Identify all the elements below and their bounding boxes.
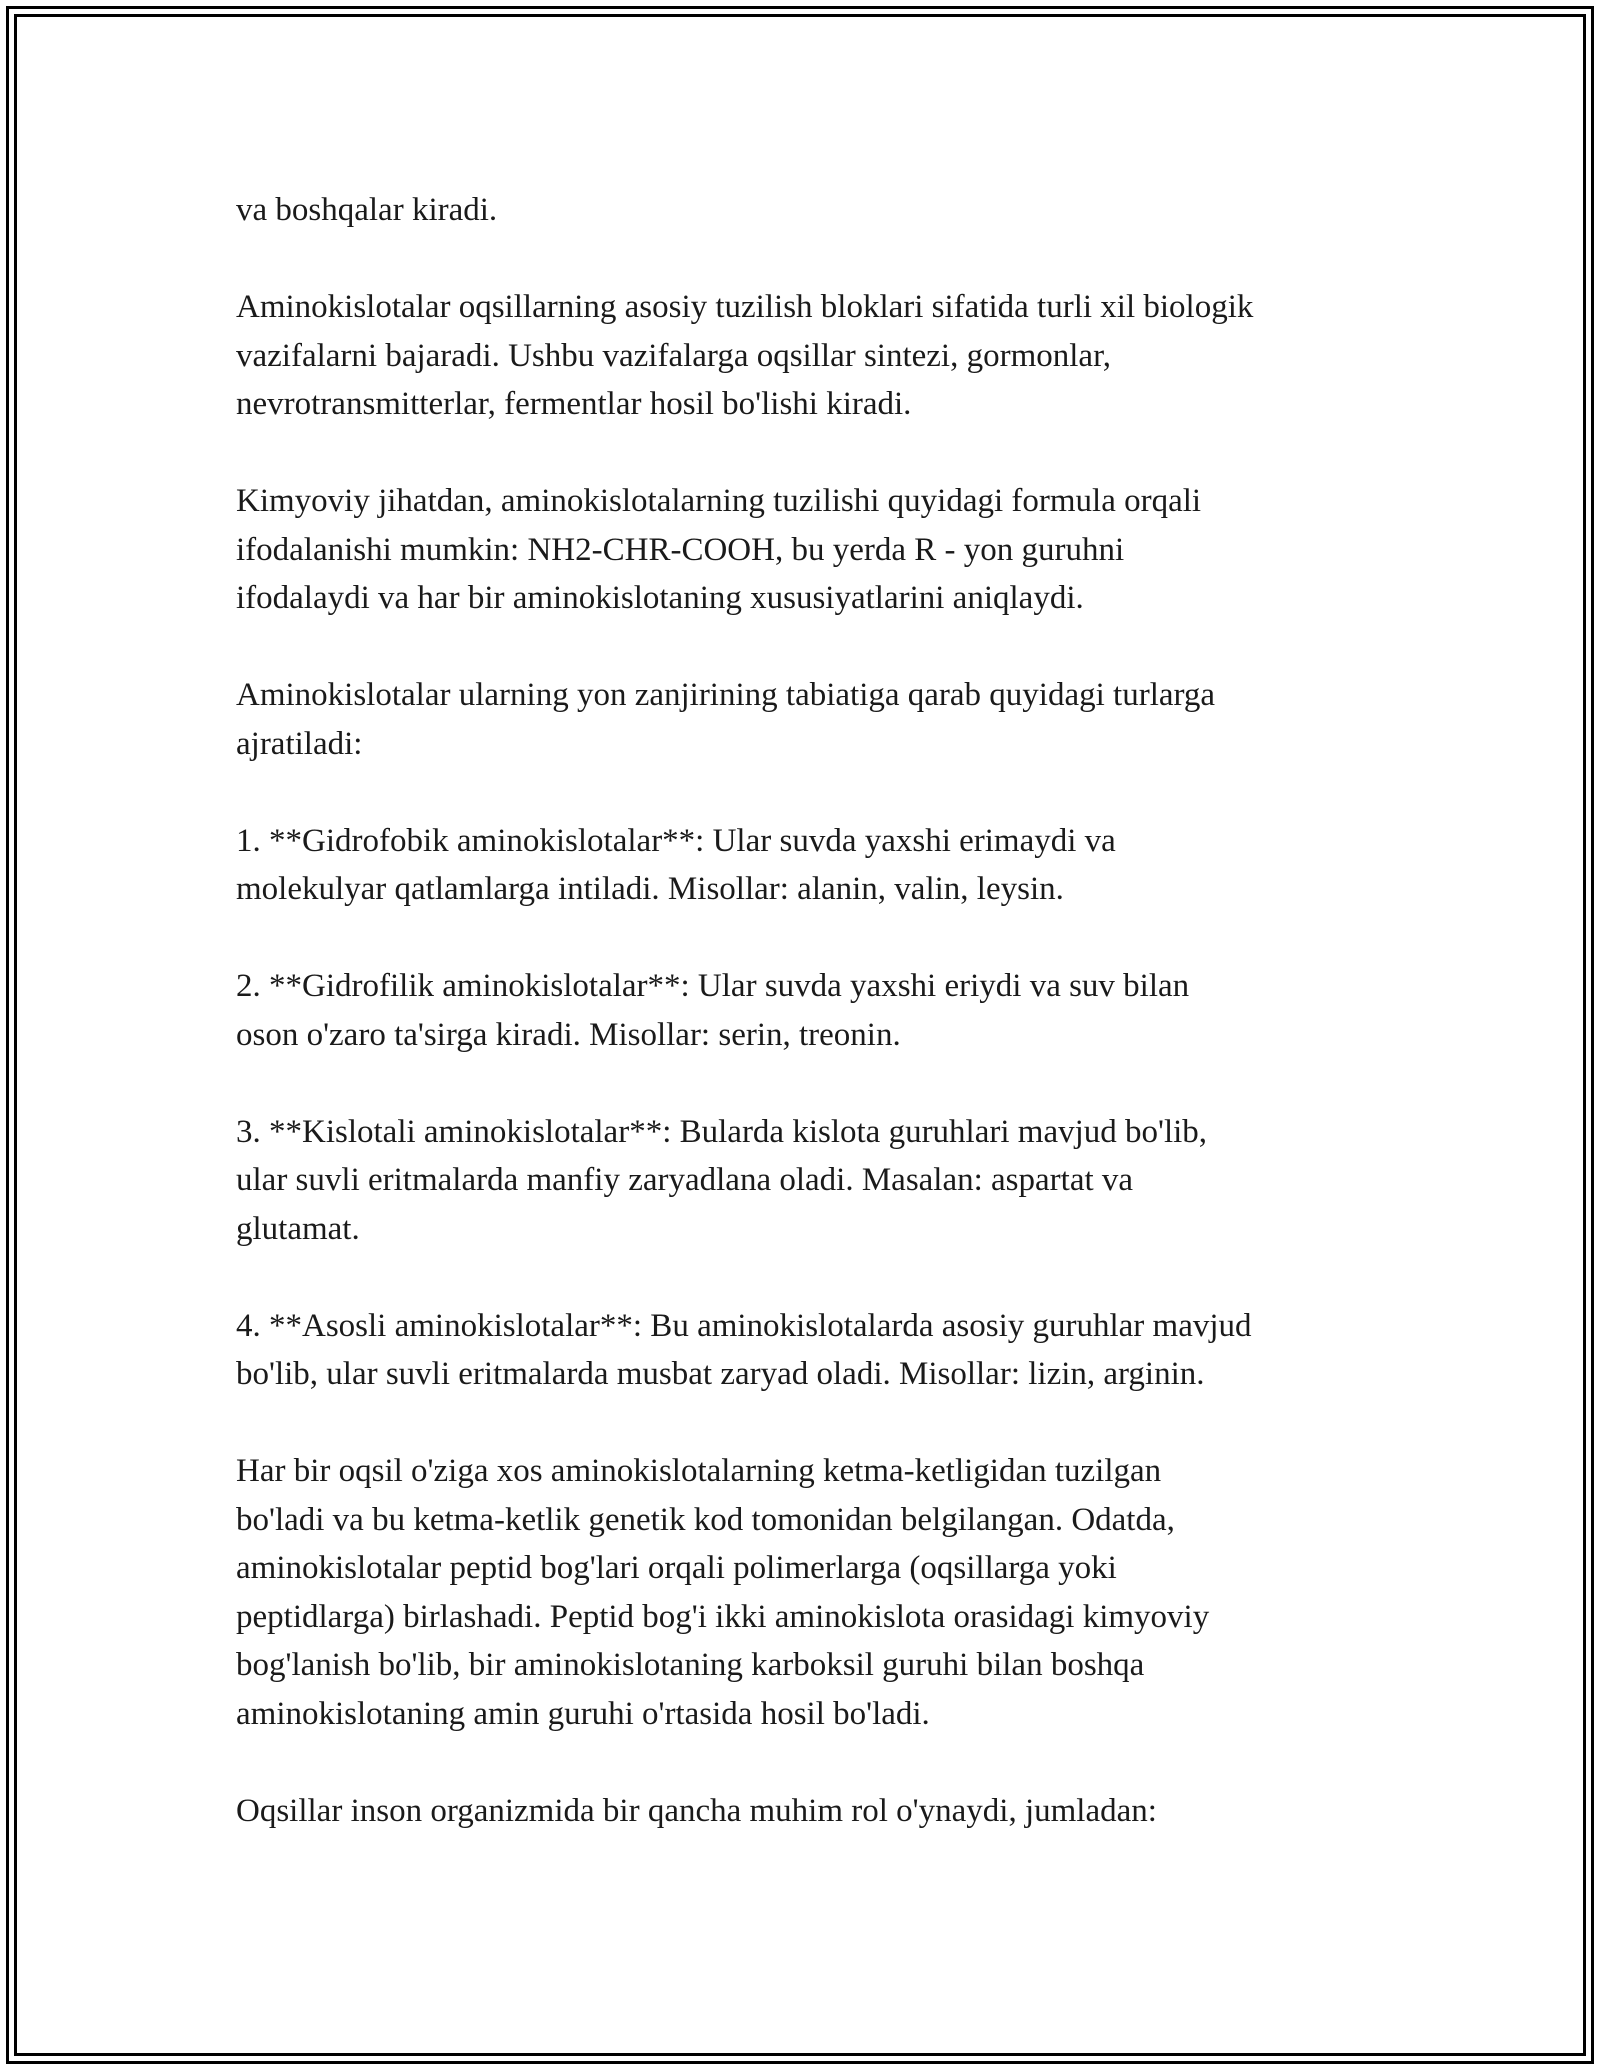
list-item-hydrophilic: 2. **Gidrofilik aminokislotalar**: Ular suvda yaxshi eriydi va suv bilan oson o'zaro ta'sirga kiradi. Misollar: serin, treonin.: [236, 968, 1190, 1053]
list-item-hydrophobic: 1. **Gidrofobik aminokislotalar**: Ular suvda yaxshi erimaydi va molekulyar qatlamlarga intiladi. Misollar: alanin, valin, leysin.: [236, 822, 1116, 907]
paragraph-protein-roles: Oqsillar inson organizmida bir qancha muhim rol o'ynaydi, jumladan:: [236, 1792, 1157, 1829]
paragraph-functions: Aminokislotalar oqsillarning asosiy tuzilish bloklari sifatida turli xil biologik vazifalarni bajaradi. Ushbu vazifalarga oqsillar sintezi, gormonlar, nevrotransmitterlar, fermentlar hosil bo'lishi kiradi.: [236, 289, 1254, 422]
paragraph-continuation: va boshqalar kiradi.: [236, 192, 498, 228]
list-item-acidic: 3. **Kislotali aminokislotalar**: Bularda kislota guruhlari mavjud bo'lib, ular suvli eritmalarda manfiy zaryadlana oladi. Masalan: aspartat va glutamat.: [236, 1113, 1208, 1247]
paragraph-classification-intro: Aminokislotalar ularning yon zanjirining tabiatiga qarab quyidagi turlarga ajratiladi:: [236, 677, 1216, 762]
list-item-basic: 4. **Asosli aminokislotalar**: Bu aminokislotalarda asosiy guruhlar mavjud bo'lib, ular suvli eritmalarda musbat zaryad oladi. Misollar: lizin, arginin.: [236, 1307, 1252, 1392]
document-body: [236, 186, 1396, 1835]
paragraph-formula: Kimyoviy jihatdan, aminokislotalarning tuzilishi quyidagi formula orqali ifodalanishi mumkin: NH2-CHR-COOH, bu yerda R - yon guruhni ifodalaydi va har bir aminokislotaning xususiyatlarini aniqlaydi.: [236, 483, 1202, 616]
paragraph-peptide-bonds: Har bir oqsil o'ziga xos aminokislotalarning ketma-ketligidan tuzilgan bo'ladi va bu ketma-ketlik genetik kod tomonidan belgilangan. Odatda, aminokislotalar peptid bog'lari orqali polimerlarga (oqsillarga yoki peptidlarga) birlashadi. Peptid bog'i ikki aminokislota orasidagi kimyoviy bog'lanish bo'lib, bir aminokislotaning karboksil guruhi bilan boshqa aminokislotaning amin guruhi o'rtasida hosil bo'ladi.: [236, 1453, 1210, 1732]
